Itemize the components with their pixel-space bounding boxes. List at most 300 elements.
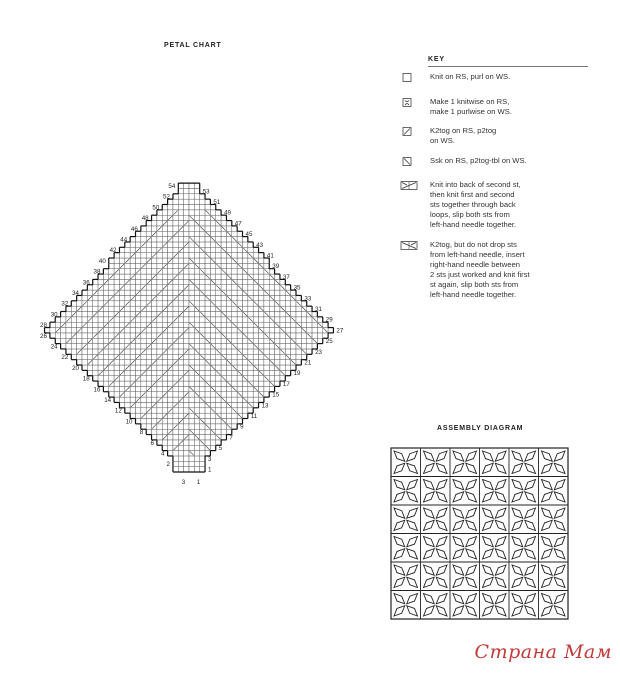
chart-cell — [259, 269, 264, 274]
chart-cell — [168, 306, 173, 311]
chart-cell — [146, 354, 151, 359]
chart-cell — [248, 386, 253, 391]
chart-cell — [125, 381, 130, 386]
chart-cell — [141, 317, 146, 322]
chart-cell — [210, 312, 215, 317]
chart-cell — [119, 317, 124, 322]
chart-cell — [130, 263, 135, 268]
chart-cell — [216, 226, 221, 231]
chart-cell — [307, 344, 312, 349]
chart-cell — [205, 392, 210, 397]
key-text-line: Ssk on RS, p2tog-tbl on WS. — [430, 156, 527, 165]
chart-cell — [205, 285, 210, 290]
chart-cell — [184, 247, 189, 252]
chart-cell — [210, 274, 215, 279]
chart-cell — [184, 344, 189, 349]
assembly-diagram — [389, 446, 573, 620]
chart-cell — [125, 376, 130, 381]
chart-cell — [216, 231, 221, 236]
chart-cell — [189, 440, 194, 445]
chart-cell — [194, 408, 199, 413]
chart-cell — [216, 317, 221, 322]
chart-cell — [189, 354, 194, 359]
chart-cell — [264, 365, 269, 370]
chart-cell — [130, 258, 135, 263]
chart-cell — [162, 381, 167, 386]
chart-cell — [184, 461, 189, 466]
chart-cell — [280, 360, 285, 365]
chart-cell — [141, 322, 146, 327]
chart-cell — [119, 312, 124, 317]
chart-cell — [184, 381, 189, 386]
chart-cell — [109, 328, 114, 333]
chart-cell — [184, 429, 189, 434]
chart-cell — [162, 226, 167, 231]
row-number-right: 29 — [325, 316, 333, 324]
chart-cell — [259, 338, 264, 343]
chart-cell — [152, 322, 157, 327]
chart-cell — [173, 333, 178, 338]
chart-cell — [194, 338, 199, 343]
chart-cell — [50, 333, 55, 338]
chart-cell — [162, 210, 167, 215]
chart-cell — [168, 360, 173, 365]
row-number-left: 40 — [98, 257, 106, 265]
chart-cell — [82, 360, 87, 365]
watermark-logo: Страна Мам — [474, 641, 612, 663]
chart-cell — [168, 285, 173, 290]
chart-cell — [200, 295, 205, 300]
row-number-left: 26 — [40, 332, 47, 340]
chart-cell — [221, 370, 226, 375]
chart-cell — [221, 381, 226, 386]
chart-cell — [162, 279, 167, 284]
chart-cell — [232, 269, 237, 274]
chart-cell — [157, 402, 162, 407]
chart-cell — [136, 306, 141, 311]
chart-cell — [205, 205, 210, 210]
chart-cell — [200, 301, 205, 306]
chart-cell — [184, 312, 189, 317]
stitch-number: 1 — [196, 479, 201, 486]
chart-cell — [162, 247, 167, 252]
row-number-right: 1 — [208, 466, 212, 474]
chart-cell — [157, 295, 162, 300]
chart-cell — [200, 285, 205, 290]
chart-cell — [210, 370, 215, 375]
chart-cell — [184, 231, 189, 236]
chart-cell — [216, 301, 221, 306]
chart-cell — [210, 354, 215, 359]
k2tog-icon — [398, 127, 412, 137]
chart-cell — [162, 237, 167, 242]
chart-cell — [93, 344, 98, 349]
chart-cell — [216, 365, 221, 370]
chart-cell — [87, 344, 92, 349]
chart-cell — [216, 360, 221, 365]
chart-cell — [216, 344, 221, 349]
chart-cell — [168, 269, 173, 274]
chart-cell — [98, 322, 103, 327]
chart-cell — [173, 263, 178, 268]
chart-cell — [264, 386, 269, 391]
chart-grid — [45, 183, 334, 472]
chart-cell — [173, 461, 178, 466]
chart-cell — [114, 306, 119, 311]
chart-cell — [119, 269, 124, 274]
chart-cell — [232, 402, 237, 407]
chart-cell — [248, 242, 253, 247]
chart-cell — [178, 199, 183, 204]
chart-cell — [168, 451, 173, 456]
chart-cell — [280, 365, 285, 370]
chart-cell — [93, 301, 98, 306]
chart-cell — [200, 231, 205, 236]
chart-cell — [173, 237, 178, 242]
chart-cell — [152, 376, 157, 381]
chart-cell — [226, 226, 231, 231]
chart-cell — [205, 226, 210, 231]
chart-cell — [162, 344, 167, 349]
chart-cell — [125, 349, 130, 354]
chart-cell — [237, 274, 242, 279]
chart-cell — [221, 306, 226, 311]
chart-cell — [259, 360, 264, 365]
chart-cell — [221, 279, 226, 284]
chart-cell — [269, 312, 274, 317]
chart-cell — [221, 274, 226, 279]
chart-cell — [162, 365, 167, 370]
chart-cell — [226, 413, 231, 418]
chart-cell — [194, 419, 199, 424]
chart-cell — [152, 408, 157, 413]
chart-cell — [253, 349, 258, 354]
chart-cell — [98, 279, 103, 284]
chart-cell — [162, 317, 167, 322]
chart-cell — [173, 392, 178, 397]
chart-cell — [184, 237, 189, 242]
chart-cell — [259, 381, 264, 386]
chart-cell — [200, 210, 205, 215]
chart-cell — [141, 295, 146, 300]
chart-cell — [210, 424, 215, 429]
chart-cell — [232, 392, 237, 397]
row-number-left: 20 — [72, 364, 79, 372]
chart-cell — [141, 279, 146, 284]
chart-cell — [232, 354, 237, 359]
chart-cell — [210, 413, 215, 418]
chart-cell — [248, 312, 253, 317]
chart-cell — [152, 247, 157, 252]
chart-cell — [194, 381, 199, 386]
chart-cell — [152, 226, 157, 231]
chart-cell — [210, 226, 215, 231]
row-number-left: 2 — [166, 461, 170, 469]
chart-cell — [168, 435, 173, 440]
chart-cell — [146, 429, 151, 434]
chart-cell — [109, 322, 114, 327]
chart-cell — [226, 397, 231, 402]
chart-cell — [61, 312, 66, 317]
chart-cell — [178, 392, 183, 397]
chart-cell — [184, 215, 189, 220]
row-number-right: 33 — [304, 295, 312, 303]
chart-cell — [168, 333, 173, 338]
chart-cell — [168, 253, 173, 258]
key-text-line: on WS. — [430, 136, 455, 145]
chart-cell — [71, 301, 76, 306]
chart-cell — [61, 344, 66, 349]
chart-cell — [237, 338, 242, 343]
chart-cell — [210, 349, 215, 354]
chart-cell — [61, 333, 66, 338]
chart-cell — [178, 253, 183, 258]
row-number-left: 34 — [72, 290, 79, 297]
chart-cell — [184, 253, 189, 258]
chart-cell — [221, 231, 226, 236]
chart-cell — [114, 360, 119, 365]
key-text-line: then knit first and second — [430, 190, 515, 199]
chart-cell — [178, 381, 183, 386]
chart-cell — [280, 322, 285, 327]
row-number-right: 37 — [282, 273, 290, 281]
chart-cell — [189, 402, 194, 407]
chart-cell — [216, 397, 221, 402]
chart-cell — [205, 349, 210, 354]
chart-cell — [136, 258, 141, 263]
chart-cell — [259, 376, 264, 381]
chart-cell — [178, 322, 183, 327]
chart-cell — [237, 231, 242, 236]
chart-cell — [189, 413, 194, 418]
row-number-left: 44 — [120, 236, 128, 244]
chart-cell — [237, 360, 242, 365]
chart-cell — [173, 301, 178, 306]
chart-cell — [200, 306, 205, 311]
chart-cell — [136, 317, 141, 322]
chart-cell — [253, 317, 258, 322]
chart-cell — [259, 253, 264, 258]
chart-cell — [82, 312, 87, 317]
chart-cell — [189, 317, 194, 322]
chart-cell — [259, 365, 264, 370]
chart-cell — [178, 194, 183, 199]
chart-cell — [200, 328, 205, 333]
chart-cell — [87, 322, 92, 327]
chart-cell — [275, 290, 280, 295]
chart-cell — [205, 242, 210, 247]
chart-cell — [98, 333, 103, 338]
chart-cell — [210, 306, 215, 311]
chart-cell — [248, 354, 253, 359]
key-text-line: st again, slip both sts from — [430, 280, 519, 289]
row-number-right: 35 — [293, 284, 301, 292]
chart-cell — [243, 408, 248, 413]
chart-cell — [205, 312, 210, 317]
chart-cell — [157, 215, 162, 220]
chart-cell — [184, 440, 189, 445]
chart-cell — [136, 386, 141, 391]
key-text-line: Knit on RS, purl on WS. — [430, 72, 511, 81]
chart-cell — [125, 402, 130, 407]
chart-cell — [264, 274, 269, 279]
chart-cell — [141, 419, 146, 424]
chart-cell — [232, 295, 237, 300]
chart-cell — [157, 253, 162, 258]
chart-cell — [130, 279, 135, 284]
chart-cell — [168, 413, 173, 418]
chart-cell — [178, 215, 183, 220]
chart-cell — [184, 269, 189, 274]
chart-cell — [189, 295, 194, 300]
chart-cell — [200, 370, 205, 375]
chart-cell — [216, 312, 221, 317]
chart-cell — [248, 279, 253, 284]
chart-cell — [136, 253, 141, 258]
chart-cell — [157, 328, 162, 333]
chart-cell — [243, 285, 248, 290]
chart-cell — [114, 392, 119, 397]
chart-cell — [189, 226, 194, 231]
chart-cell — [136, 338, 141, 343]
chart-cell — [189, 445, 194, 450]
chart-cell — [200, 413, 205, 418]
chart-cell — [269, 354, 274, 359]
chart-cell — [119, 322, 124, 327]
chart-cell — [168, 205, 173, 210]
chart-cell — [146, 253, 151, 258]
chart-cell — [216, 419, 221, 424]
chart-cell — [194, 215, 199, 220]
chart-cell — [237, 322, 242, 327]
chart-cell — [301, 322, 306, 327]
chart-cell — [259, 279, 264, 284]
chart-cell — [136, 360, 141, 365]
chart-cell — [71, 322, 76, 327]
chart-cell — [157, 242, 162, 247]
chart-cell — [189, 247, 194, 252]
chart-cell — [98, 295, 103, 300]
chart-cell — [194, 429, 199, 434]
chart-cell — [189, 328, 194, 333]
chart-cell — [264, 360, 269, 365]
row-number-left: 18 — [82, 375, 90, 383]
chart-cell — [125, 295, 130, 300]
chart-cell — [141, 381, 146, 386]
chart-cell — [119, 333, 124, 338]
chart-cell — [194, 194, 199, 199]
chart-cell — [243, 263, 248, 268]
chart-cell — [232, 290, 237, 295]
chart-cell — [243, 328, 248, 333]
chart-cell — [66, 312, 71, 317]
chart-cell — [141, 408, 146, 413]
chart-cell — [248, 344, 253, 349]
chart-cell — [178, 237, 183, 242]
chart-cell — [216, 247, 221, 252]
chart-cell — [200, 461, 205, 466]
chart-cell — [189, 274, 194, 279]
chart-cell — [291, 312, 296, 317]
chart-cell — [162, 402, 167, 407]
chart-cell — [125, 263, 130, 268]
chart-cell — [114, 365, 119, 370]
chart-cell — [285, 344, 290, 349]
chart-cell — [184, 397, 189, 402]
row-number-right: 3 — [208, 455, 212, 463]
chart-cell — [168, 247, 173, 252]
chart-cell — [200, 263, 205, 268]
row-number-right: 23 — [315, 348, 322, 356]
chart-cell — [173, 408, 178, 413]
chart-cell — [221, 429, 226, 434]
chart-cell — [232, 253, 237, 258]
chart-cell — [114, 322, 119, 327]
chart-cell — [103, 274, 108, 279]
chart-cell — [189, 392, 194, 397]
chart-cell — [205, 269, 210, 274]
row-number-right: 49 — [224, 209, 231, 217]
chart-cell — [189, 461, 194, 466]
chart-cell — [157, 263, 162, 268]
chart-cell — [82, 333, 87, 338]
chart-cell — [210, 253, 215, 258]
chart-cell — [93, 285, 98, 290]
row-number-left: 54 — [168, 183, 176, 190]
chart-cell — [109, 301, 114, 306]
row-number-left: 42 — [109, 247, 117, 255]
chart-cell — [280, 312, 285, 317]
chart-cell — [136, 263, 141, 268]
chart-cell — [237, 237, 242, 242]
row-number-right: 41 — [266, 252, 274, 260]
chart-cell — [200, 322, 205, 327]
chart-cell — [210, 269, 215, 274]
chart-cell — [71, 344, 76, 349]
chart-cell — [210, 285, 215, 290]
chart-cell — [243, 338, 248, 343]
chart-cell — [157, 408, 162, 413]
chart-cell — [98, 301, 103, 306]
chart-cell — [200, 205, 205, 210]
chart-cell — [136, 328, 141, 333]
chart-cell — [77, 312, 82, 317]
chart-cell — [200, 424, 205, 429]
chart-cell — [221, 435, 226, 440]
chart-cell — [194, 301, 199, 306]
assembly-diagram-title: ASSEMBLY DIAGRAM — [437, 425, 524, 432]
key-text-line: from left-hand needle, insert — [430, 250, 525, 259]
chart-cell — [243, 253, 248, 258]
chart-cell — [119, 354, 124, 359]
row-number-right: 13 — [261, 402, 269, 410]
chart-cell — [168, 328, 173, 333]
chart-cell — [259, 295, 264, 300]
chart-cell — [71, 354, 76, 359]
chart-cell — [125, 317, 130, 322]
chart-cell — [152, 263, 157, 268]
chart-cell — [328, 328, 333, 333]
chart-cell — [157, 344, 162, 349]
chart-cell — [194, 322, 199, 327]
chart-cell — [162, 295, 167, 300]
chart-cell — [173, 205, 178, 210]
chart-cell — [312, 322, 317, 327]
chart-cell — [152, 242, 157, 247]
chart-cell — [194, 279, 199, 284]
chart-cell — [189, 253, 194, 258]
chart-cell — [189, 424, 194, 429]
